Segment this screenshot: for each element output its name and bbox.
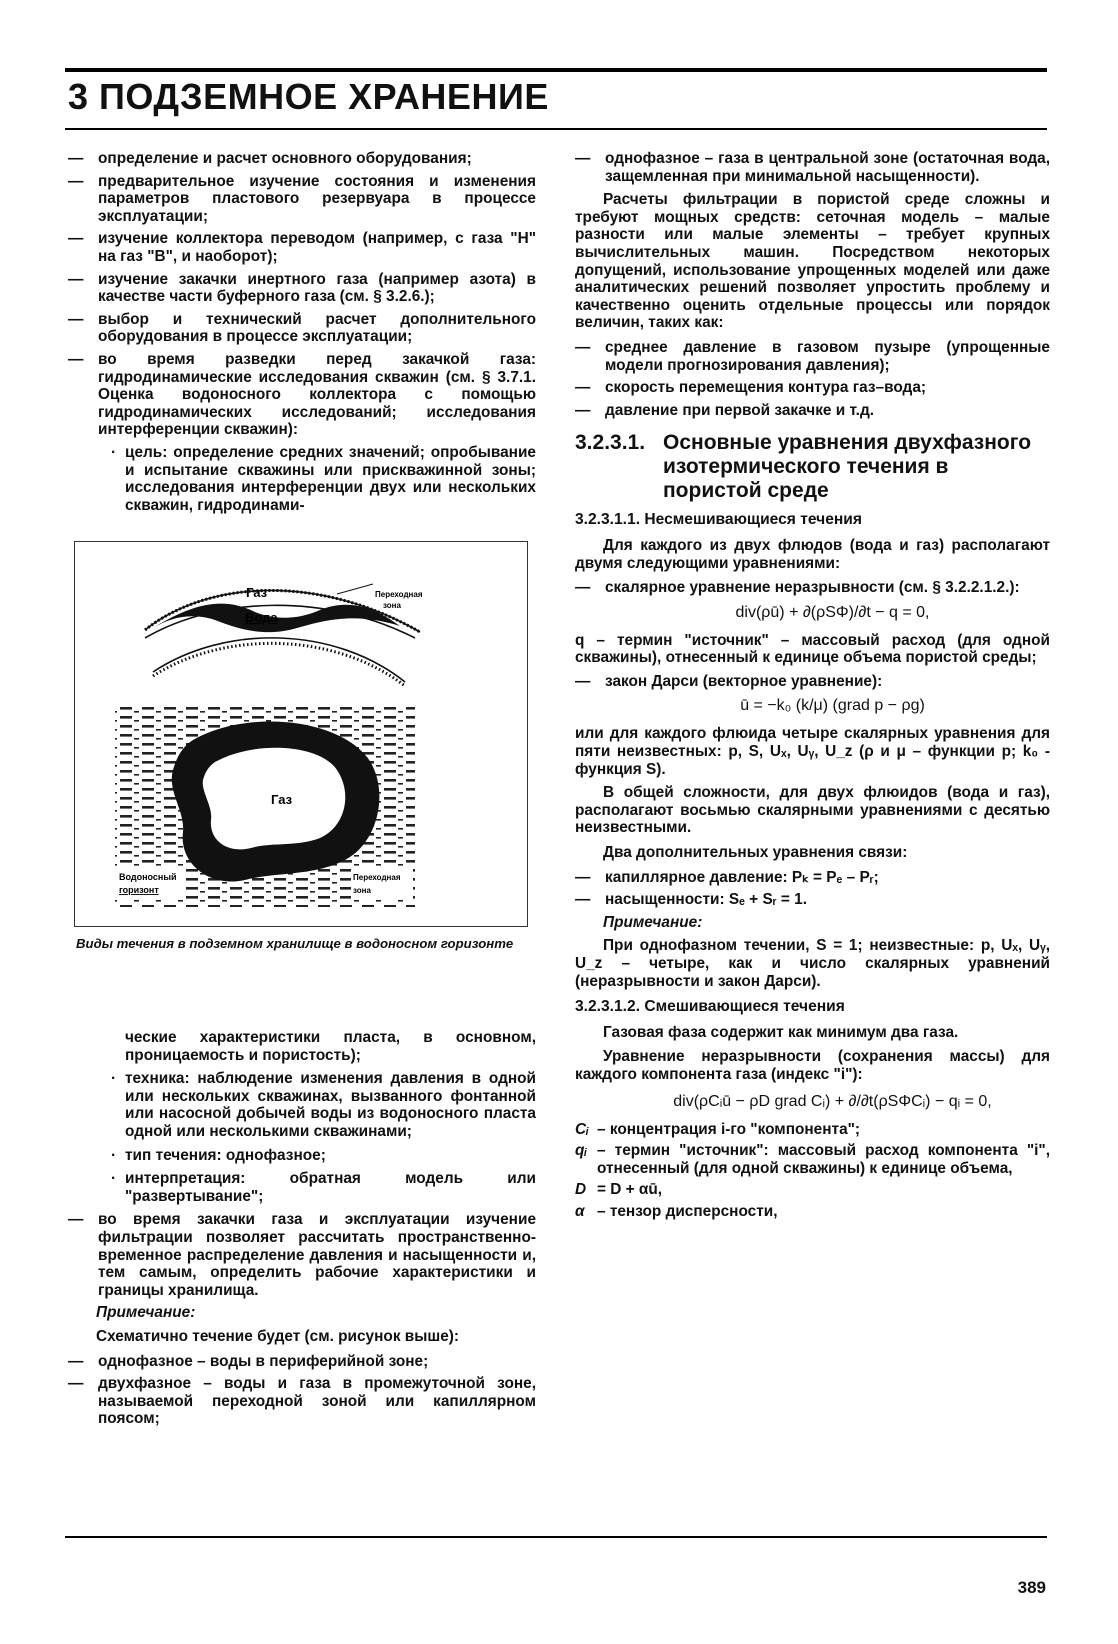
figure-illustration — [75, 542, 527, 926]
note-label: Примечание: — [603, 913, 703, 931]
footer-rule — [65, 1536, 1047, 1538]
paragraph: Два дополнительных уравнения связи: — [603, 844, 908, 862]
definition-text: – концентрация i-го "компонента"; — [597, 1120, 861, 1138]
definition-text: – термин "источник": массовый расход компонента "i", отнесенный (для одной скважины) к единице объема, — [597, 1142, 1050, 1177]
paragraph: В общей сложности, для двух флюидов (вода и газ), располагают восьмью скалярными уравнениями с десятью неизвестными. — [575, 784, 1050, 837]
list-item: — среднее давление в газовом пузыре (упрощенные модели прогнозирования давления); — [575, 339, 1050, 374]
paragraph: При однофазном течении, S = 1; неизвестные: p, Uₓ, Uᵧ, U_z – четыре, как и число скалярных уравнений (неразрывности и закон Дарси). — [575, 937, 1050, 990]
label-transition-top: Переходная — [375, 590, 423, 599]
bullet-continuation: ческие характеристики пласта, в основном, проницаемость и пористость); — [125, 1029, 536, 1064]
definition-row — [575, 1121, 1050, 1139]
paragraph: Для каждого из двух флюдов (вода и газ) располагают двумя следующими уравнениями: — [575, 536, 1050, 572]
list-item: — во время закачки газа и эксплуатации изучение фильтрации позволяет рассчитать пространственно-временное распределение давления и насыщенности и, тем самым, определить рабочие характеристики и границы хранилища. — [68, 1211, 536, 1299]
figure-flow-types — [74, 541, 528, 927]
subsection-heading: 3.2.3.1.2. Смешивающиеся течения — [575, 998, 845, 1016]
list-item: — изучение закачки инертного газа (например азота) в качестве части буферного газа (см. § 3.2.6.); — [68, 271, 536, 306]
header-rule-thick — [65, 68, 1047, 72]
note-label: Примечание: — [96, 1304, 196, 1322]
definition-symbol: α — [575, 1202, 585, 1220]
label-water-top: Вода — [245, 610, 278, 625]
left-column-top — [68, 150, 536, 520]
list-item: — давление при первой закачке и т.д. — [575, 402, 1050, 420]
lower-map-view — [115, 707, 415, 907]
section-title: Основные уравнения двухфазного изотермического течения в пористой среде — [663, 431, 1032, 503]
paragraph: Схематично течение будет (см. рисунок выше): — [96, 1327, 460, 1345]
label-transition-top-zone: зона — [383, 601, 401, 610]
list-item: — предварительное изучение состояния и изменения параметров пластового резервуара в процессе эксплуатации; — [68, 173, 536, 226]
left-column-bottom — [68, 1029, 536, 1433]
upper-cross-section — [145, 584, 423, 686]
definition-text: = D + αū, — [597, 1181, 663, 1199]
definition-text: – тензор дисперсности, — [597, 1202, 778, 1220]
figure-caption: Виды течения в подземном хранилище в водоносном горизонте — [76, 936, 514, 951]
header-rule-thin — [65, 128, 1047, 130]
bullet-item: · цель: определение средних значений; опробывание и испытание скважины или прискважинной зоны; исследования интерференции двух или нескольких скважин, гидродинами- — [68, 444, 536, 514]
section-number: 3.2.3.1. — [575, 431, 646, 455]
page-number: 389 — [1017, 1578, 1046, 1597]
paragraph: Расчеты фильтрации в пористой среде сложны и требуют мощных средств: сеточная модель – малые разности или малые элементы – требует крупных вычислительных машин. Посредством некоторых допущений, использование упрощенных моделей или даже аналитических решений позволяет упростить проблему и качественно оценить отдельные процессы или порядок величин, таких как: — [575, 191, 1050, 332]
equation-darcy: ū = −k₀ (k/μ) (grad p − ρg) — [740, 697, 925, 715]
list-item: — скалярное уравнение неразрывности (см. § 3.2.2.1.2.): — [575, 579, 1050, 597]
label-aquifer: Водоносный — [119, 872, 177, 882]
label-gas-top: Газ — [246, 585, 268, 600]
subsection-heading: 3.2.3.1.1. Несмешивающиеся течения — [575, 511, 862, 529]
chapter-title: 3 ПОДЗЕМНОЕ ХРАНЕНИЕ — [68, 76, 549, 117]
right-column — [575, 150, 1050, 1225]
label-aquifer-horizon: горизонт — [119, 885, 159, 895]
list-item: — скорость перемещения контура газ–вода; — [575, 379, 1050, 397]
definition-symbol: D — [575, 1181, 587, 1199]
list-item: — насыщенности: Sₑ + Sᵣ = 1. — [575, 891, 1050, 909]
equation-continuity: div(ρū) + ∂(ρSΦ)/∂t − q = 0, — [735, 603, 930, 621]
label-transition-bottom: Переходная — [353, 873, 401, 882]
paragraph: q – термин "источник" – массовый расход (для одной скважины), отнесенный к единице объема пористой среды; — [575, 631, 1050, 667]
paragraph: Уравнение неразрывности (сохранения массы) для каждого компонента газа (индекс "i"): — [575, 1048, 1050, 1083]
list-item: — выбор и технический расчет дополнительного оборудования в процессе эксплуатации; — [68, 311, 536, 346]
definition-row — [575, 1181, 1050, 1199]
paragraph: или для каждого флюида четыре скалярных уравнения для пяти неизвестных: p, S, Uₓ, Uᵧ, U_z (ρ и μ – функции p; k₀ - функция S). — [575, 725, 1050, 778]
bullet-item: · тип течения: однофазное; — [68, 1147, 536, 1165]
list-item: — капиллярное давление: Pₖ = Pₑ – Pᵣ; — [575, 869, 1050, 887]
list-item: — однофазное – газа в центральной зоне (остаточная вода, защемленная при минимальной насыщенности). — [575, 150, 1050, 185]
label-gas-bottom: Газ — [271, 792, 293, 807]
definition-row — [575, 1203, 1050, 1221]
list-item: — во время разведки перед закачкой газа: гидродинамические исследования скважин (см. § 3.7.1. Оценка водоносного коллектора с помощью гидродинамических исследований; исследования интерференции скважин): — [68, 351, 536, 439]
paragraph: Газовая фаза содержит как минимум два газа. — [603, 1023, 959, 1041]
list-item: — определение и расчет основного оборудования; — [68, 150, 536, 168]
label-transition-bottom-zone: зона — [353, 886, 371, 895]
definition-symbol: qᵢ — [575, 1142, 588, 1160]
bullet-item: · техника: наблюдение изменения давления в одной или нескольких скважинах, вызванного фонтанной или насосной добычей воды из водоносного пласта одной или несколькими скважинами; — [68, 1070, 536, 1140]
definition-row — [575, 1142, 1050, 1177]
list-item: — двухфазное – воды и газа в промежуточной зоне, называемой переходной зоной или капиллярном поясом; — [68, 1375, 536, 1428]
definition-symbol: Cᵢ — [575, 1120, 589, 1138]
section-heading — [575, 431, 1050, 503]
list-item: — однофазное – воды в периферийной зоне; — [68, 1353, 536, 1371]
bullet-item: · интерпретация: обратная модель или "развертывание"; — [68, 1170, 536, 1205]
equation-mass-conservation: div(ρCᵢū − ρD grad Cᵢ) + ∂/∂t(ρSΦCᵢ) − qᵢ = 0, — [673, 1092, 992, 1110]
list-item: — изучение коллектора переводом (например, с газа "H" на газ "B", и наоборот); — [68, 230, 536, 265]
list-item: — закон Дарси (векторное уравнение): — [575, 673, 1050, 691]
